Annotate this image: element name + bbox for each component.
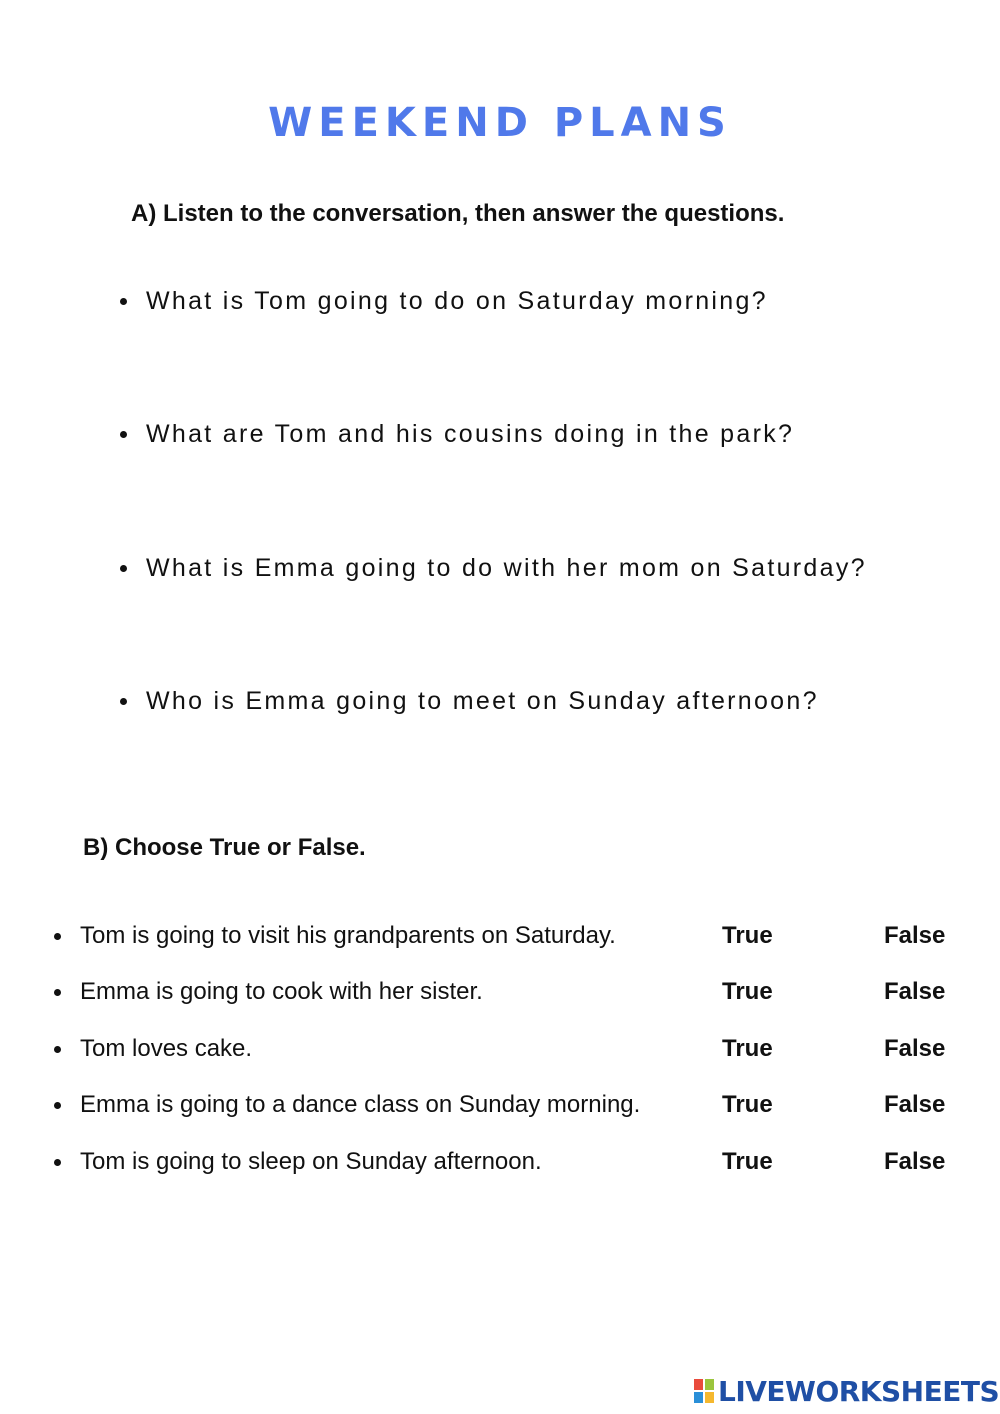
false-option[interactable]: False <box>884 1148 946 1175</box>
true-false-row <box>54 919 954 953</box>
section-a-heading: A) Listen to the conversation, then answer the questions. <box>131 200 785 227</box>
section-b-heading: B) Choose True or False. <box>83 834 366 861</box>
true-option[interactable]: True <box>722 922 773 949</box>
bullet-icon <box>54 1046 61 1053</box>
bullet-icon <box>54 933 61 940</box>
bullet-icon <box>54 989 61 996</box>
logo-tile <box>694 1379 703 1390</box>
false-option[interactable]: False <box>884 1035 946 1062</box>
true-option[interactable]: True <box>722 1148 773 1175</box>
question-item <box>120 417 794 451</box>
true-option[interactable]: True <box>722 978 773 1005</box>
bullet-icon <box>120 565 127 572</box>
logo-tile <box>705 1392 714 1403</box>
true-false-row <box>54 1032 954 1066</box>
false-option[interactable]: False <box>884 1091 946 1118</box>
bullet-icon <box>54 1159 61 1166</box>
true-option[interactable]: True <box>722 1091 773 1118</box>
question-item <box>120 551 867 585</box>
true-false-row <box>54 1088 954 1122</box>
true-option[interactable]: True <box>722 1035 773 1062</box>
bullet-icon <box>120 298 127 305</box>
question-item <box>120 284 768 318</box>
bullet-icon <box>54 1102 61 1109</box>
false-option[interactable]: False <box>884 922 946 949</box>
statement-text: Emma is going to cook with her sister. <box>80 978 483 1005</box>
statement-text: Tom is going to sleep on Sunday afternoon. <box>80 1148 542 1175</box>
bullet-icon <box>120 698 127 705</box>
bullet-icon <box>120 431 127 438</box>
liveworksheets-logo <box>694 1374 999 1408</box>
logo-mark-icon <box>694 1379 714 1403</box>
true-false-row <box>54 975 954 1009</box>
question-text: Who is Emma going to meet on Sunday afternoon? <box>146 686 819 715</box>
worksheet-title: WEEKEND PLANS <box>268 100 732 146</box>
true-false-row <box>54 1145 954 1179</box>
statement-text: Tom is going to visit his grandparents on Saturday. <box>80 922 616 949</box>
logo-tile <box>694 1392 703 1403</box>
logo-tile <box>705 1379 714 1390</box>
false-option[interactable]: False <box>884 978 946 1005</box>
statement-text: Tom loves cake. <box>80 1035 253 1062</box>
question-text: What is Tom going to do on Saturday morning? <box>146 286 768 315</box>
statement-text: Emma is going to a dance class on Sunday morning. <box>80 1091 641 1118</box>
question-item <box>120 684 819 718</box>
logo-text: LIVEWORKSHEETS <box>718 1374 1000 1408</box>
question-text: What are Tom and his cousins doing in the park? <box>146 419 795 448</box>
question-text: What is Emma going to do with her mom on Saturday? <box>146 553 867 582</box>
